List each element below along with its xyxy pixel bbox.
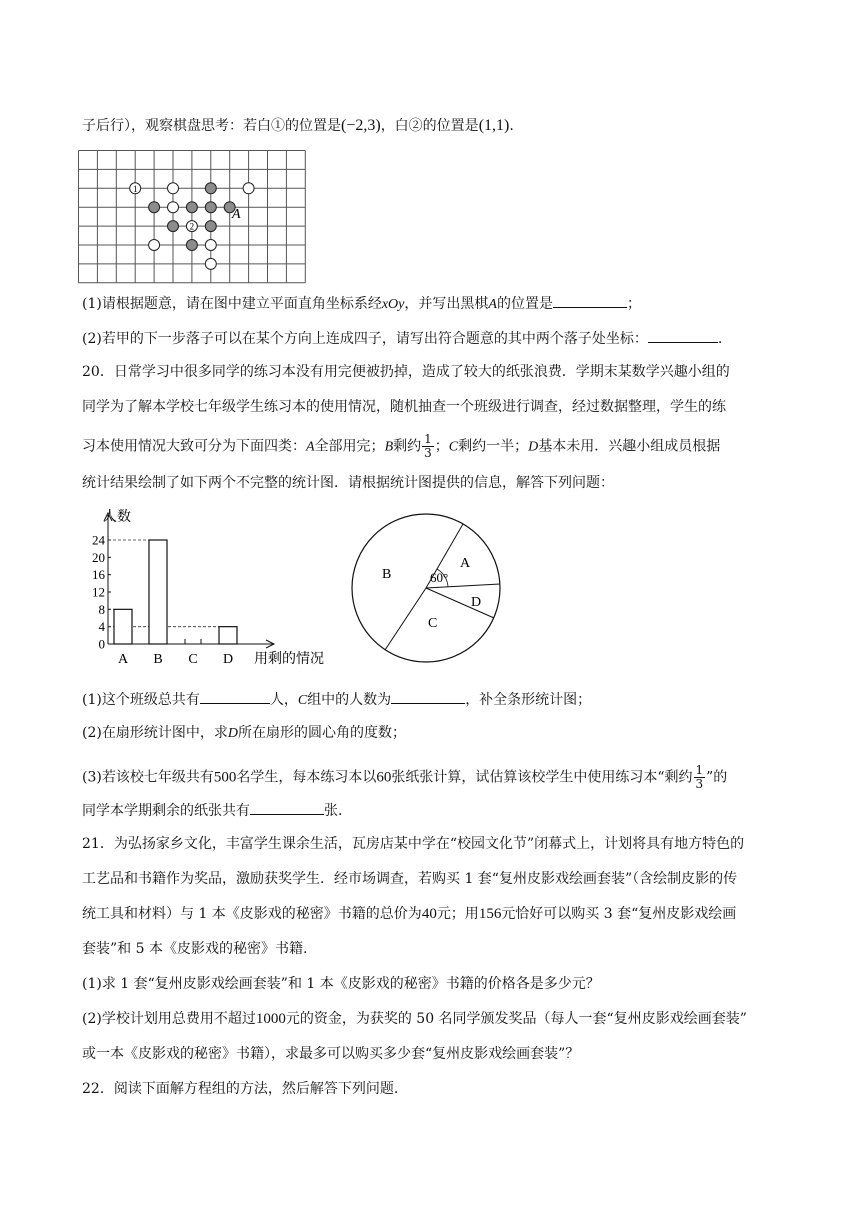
- q19-part2: (2)若甲的下一步落子可以在某个方向上连成四子，请写出符合题意的其中两个落子处坐标： .: [82, 328, 722, 348]
- pie-annotation-angle: 60°: [430, 570, 449, 585]
- x-tick-label: A: [117, 652, 129, 667]
- q20-part3-line2: 同学本学期剩余的纸张共有 张.: [82, 800, 342, 820]
- q21-part2-line2: 或一本《皮影戏的秘密》书籍），求最多可以购买多少套“复州皮影戏绘画套装”？: [82, 1046, 580, 1062]
- q21-line4: 套装”和 5 本《皮影戏的秘密》书籍.: [82, 941, 308, 957]
- q20-line3: 习本使用情况大致可分为下面四类：A全部用完；B剩约 $\frac{1}{3}$ ；C剩约一半；D基本未用．兴趣小组成员根据: [82, 432, 721, 460]
- q21-line1: 21．为弘扬家乡文化，丰富学生课余生活，瓦房店某中学在“校园文化节”闭幕式上，计划将具有地方特色的: [82, 836, 745, 852]
- q21-part1: (1)求 1 套“复州皮影戏绘画套装”和 1 本《皮影戏的秘密》书籍的价格各是多少元？: [82, 976, 600, 992]
- q21-line2: 工艺品和书籍作为奖品，激励获奖学生．经市场调查，若购买 1 套“复州皮影戏绘画套装”（含绘制皮影的传: [82, 871, 738, 887]
- y-tick-label: 24: [92, 532, 105, 548]
- y-axis-label: 人数: [103, 510, 131, 525]
- q21-line3: 统工具和材料）与 1 本《皮影戏的秘密》书籍的总价为40元；用156元恰好可以购买 3 套“复州皮影戏绘画: [82, 906, 737, 922]
- black-stone: [186, 202, 197, 213]
- fraction-one-third: $\frac{1}{3}$: [695, 763, 704, 791]
- q20-line1: 20．日常学习中很多同学的练习本没有用完便被扔掉，造成了较大的纸张浪费．学期末某数学兴趣小组的: [82, 364, 730, 380]
- pie-divider-b-c: [385, 588, 426, 650]
- white-stone: [149, 240, 160, 251]
- bar-D: [219, 627, 237, 644]
- q20-part2: (2)在扇形统计图中，求D所在扇形的圆心角的度数；: [82, 725, 406, 741]
- black-stone: [205, 202, 216, 213]
- black-stone: [186, 240, 197, 251]
- bar-chart: [78, 505, 348, 675]
- x-tick-label: B: [153, 652, 163, 667]
- text-line-top: 子后行），观察棋盘思考：若白①的位置是(−2,3)，白②的位置是(1,1).: [82, 117, 514, 134]
- q20-part1: (1)这个班级总共有 人，C组中的人数为 ，补全条形统计图；: [82, 689, 591, 710]
- coord-white-2: (1,1): [478, 117, 510, 134]
- answer-blank[interactable]: [250, 800, 324, 815]
- bar-B: [149, 540, 167, 644]
- pie-chart: [348, 510, 504, 666]
- q20-part3: (3)若该校七年级共有500名学生，每本练习本以60张纸张计算，试估算该校学生中使用练习本“剩约 $\frac{1}{3}$ ”的: [82, 763, 728, 791]
- white-stone-1-label: 1: [132, 183, 138, 194]
- white-stone: [205, 258, 216, 269]
- x-tick-label: C: [188, 652, 198, 667]
- black-stone: [205, 183, 216, 194]
- y-tick-label: 0: [98, 636, 105, 652]
- q20-line2: 同学为了解本学校七年级学生练习本的使用情况，随机抽查一个班级进行调查，经过数据整理，学生的练: [82, 399, 726, 415]
- q21-part2: (2)学校计划用总费用不超过1000元的资金，为获奖的 50 名同学颁发奖品（每人一套“复州皮影戏绘画套装”: [82, 1011, 747, 1027]
- pie-label-A: A: [460, 556, 471, 571]
- y-tick-label: 16: [92, 567, 105, 583]
- x-axis-label: 用剩的情况: [254, 652, 324, 667]
- chess-board-figure: [78, 150, 306, 284]
- white-stone: [205, 240, 216, 251]
- pie-label-B: B: [382, 567, 392, 582]
- black-stone: [149, 202, 160, 213]
- board-grid: [79, 151, 306, 283]
- black-stone: [205, 221, 216, 232]
- y-tick-label: 20: [92, 549, 105, 565]
- coord-white-1: (−2,3): [341, 117, 381, 134]
- answer-blank[interactable]: [553, 293, 627, 308]
- y-tick-label: 12: [92, 584, 105, 600]
- y-tick-label: 8: [98, 601, 105, 617]
- white-stone: [168, 183, 179, 194]
- answer-blank[interactable]: [200, 689, 270, 704]
- answer-blank[interactable]: [648, 328, 718, 343]
- q20-line4: 统计结果绘制了如下两个不完整的统计图．请根据统计图提供的信息，解答下列问题：: [82, 475, 614, 491]
- white-stone-2-label: 2: [189, 221, 195, 232]
- y-tick-label: 4: [98, 619, 105, 635]
- white-stone: [243, 183, 254, 194]
- x-tick-label: D: [222, 652, 234, 667]
- q19-part1: (1)请根据题意，请在图中建立平面直角坐标系经xOy，并写出黑棋A的位置是 ；: [82, 293, 641, 314]
- pie-label-D: D: [471, 595, 482, 610]
- q22-line1: 22．阅读下面解方程组的方法，然后解答下列问题.: [82, 1081, 399, 1097]
- white-stone: [168, 202, 179, 213]
- pie-label-C: C: [428, 616, 438, 631]
- pie-divider-d-c: [426, 588, 494, 618]
- answer-blank[interactable]: [391, 689, 465, 704]
- bar-A: [114, 609, 132, 644]
- black-stone: [168, 221, 179, 232]
- piece-label-A: A: [232, 207, 241, 222]
- fraction-one-third: $\frac{1}{3}$: [424, 432, 432, 460]
